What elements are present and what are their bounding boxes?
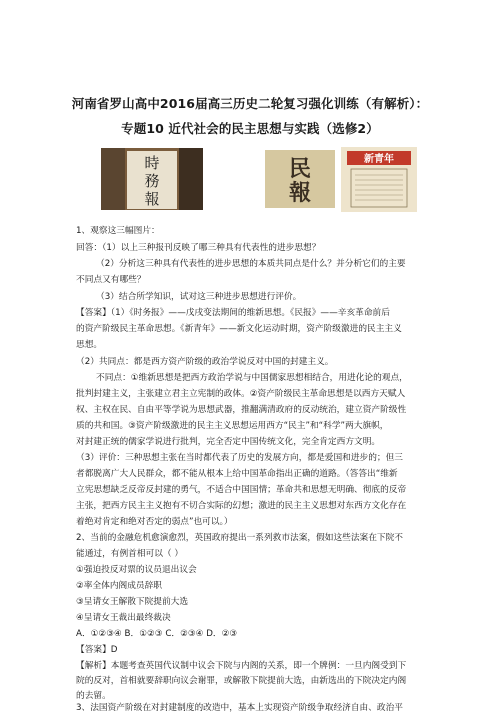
question-1-part-3: （3）结合所学知识，试对这三种进步思想进行评价。	[96, 292, 302, 302]
answer-1-line-12: 立宪思想缺乏反帝反封建的勇气，不适合中国国情；革命共和思想无明确、彻底的反帝	[76, 485, 407, 495]
document-subtitle: 专题10 近代社会的民主思想与实践（选修2）	[121, 121, 379, 136]
img2-char-1: 民	[288, 157, 312, 182]
answer-1-line-11: 者都脱离广大人民群众，都不能从根本上给中国革命指出正确的道路。（答答出“维新	[76, 469, 398, 479]
answer-2: 【答案】D	[76, 645, 118, 655]
question-1-intro: 1、观察这三幅图片：	[76, 226, 160, 236]
answer-1-line-3: 思想。	[76, 340, 103, 350]
img1-char-3: 報	[144, 190, 160, 208]
answer-1-line-10: （3）评价：三种思想主张在当时都代表了历史的发展方向，都是爱国和进步的；但三	[76, 453, 403, 463]
question-2-stem-cont: 能通过，有例首相可以（ ）	[76, 549, 184, 559]
answer-1-line-8: 质的共和国。③资产阶级激进的民主主义思想运用西方“民主”和“科学”两大旗帜，	[76, 421, 389, 431]
answer-1-line-4: （2）共同点：都是西方资产阶级的政治学说反对中国的封建主义。	[76, 357, 334, 367]
shiwubao-photo	[101, 148, 203, 210]
minbao-photo	[265, 150, 335, 208]
answer-1-line-14: 着绝对肯定和绝对否定的弱点”也可以。）	[76, 517, 233, 527]
question-3-stem: 3、法国资产阶级在对封建制度的改造中，基本上实现资产阶级争取经济自由、政治平	[76, 703, 403, 713]
answer-1-line-5: 不同点：①维新思想是把西方政治学说与中国儒家思想相结合，用进化论的观点，	[96, 373, 408, 383]
explanation-2-line-3: 的去留。	[76, 691, 111, 701]
answer-1-line-6: 批判封建主义，主张建立君主立宪制的政体。②资产阶级民主革命思想是以西方天赋人	[76, 389, 406, 399]
answer-1-line-1: 【答案】（1）《时务报》——戊戌变法期间的维新思想。《民报》——辛亥革命前后	[76, 308, 390, 318]
question-1-part-2-cont: 不同点又有哪些？	[76, 275, 146, 285]
answer-1-line-9: 对封建正统的儒家学说进行批判，完全否定中国传统文化，完全肯定西方文明。	[76, 437, 381, 447]
question-2-option-4: ④呈请女王裁出最终裁决	[76, 613, 171, 623]
answer-1-line-2: 的资产阶级民主革命思想。《新青年》——新文化运动时期，资产阶级激进的民主主义	[76, 324, 402, 334]
question-2-stem: 2、当前的金融危机愈演愈烈，英国政府提出一系列救市法案，假如这些法案在下院不	[76, 533, 403, 543]
img2-char-2: 報	[288, 181, 312, 206]
question-2-option-3: ③呈请女王解散下院提前大选	[76, 597, 189, 607]
question-2-choices: A．①②③④ B．①②③ C．②③④ D．②③	[76, 629, 238, 639]
explanation-2-line-1: 【解析】本题考查英国代议制中议会下院与内阁的关系，即一个牌例：一旦内阁受到下	[76, 661, 407, 671]
question-2-option-1: ①强迫投反对票的议员退出议会	[76, 565, 197, 575]
document-title: 河南省罗山高中2016届高三历史二轮复习强化训练（有解析）：	[71, 96, 429, 111]
img1-char-2: 務	[144, 172, 160, 190]
question-2-option-2: ②率全体内阁成员辞职	[76, 581, 162, 591]
question-1-part-2: （2）分析这三种具有代表性的进步思想的本质共同点是什么？并分析它们的主要	[96, 259, 406, 269]
question-1-part-1: 回答：（1）以上三种报刊反映了哪三种具有代表性的进步思想？	[76, 243, 321, 253]
img1-char-1: 時	[144, 154, 160, 172]
explanation-2-line-2: 院的反对，首相就要辞职向议会谢罪，或解散下院提前大选，由新选出的下院决定内阁	[76, 676, 407, 686]
answer-1-line-13: 主张，把西方民主主义抱有不切合实际的幻想；激进的民主主义思想对东西方文化存在	[76, 501, 407, 511]
xinqingnian-photo	[341, 147, 417, 212]
img3-title: 新青年	[364, 154, 394, 165]
answer-1-line-7: 权、主权在民、自由平等学说为思想武器，推翻满清政府的反动统治，建立资产阶级性	[76, 405, 407, 415]
